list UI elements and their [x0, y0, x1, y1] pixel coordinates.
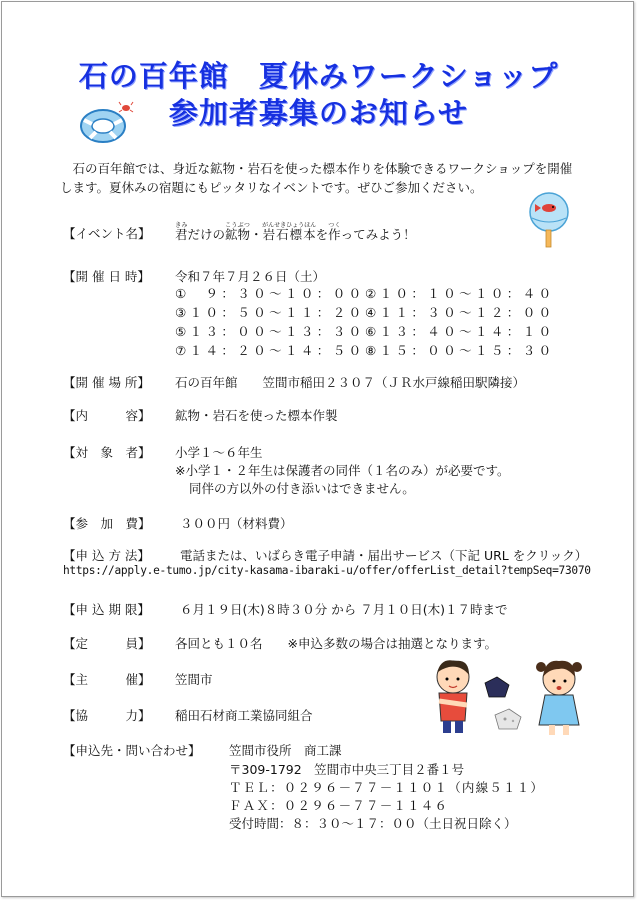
cooperation-label: 【協 力】 — [63, 708, 151, 723]
event-label: 【イベント名】 — [63, 226, 151, 241]
event-part-5: を — [315, 227, 329, 242]
event-part-7: ってみよう！ — [340, 227, 416, 242]
target-value: 小学１～６年生 — [175, 445, 263, 460]
fee-label: 【参 加 費】 — [63, 516, 151, 531]
schedule-label: 【開 催 日 時】 — [63, 269, 150, 284]
contact-tel: ＴＥＬ：０２９６－７７－１１０１（内線５１１） — [229, 780, 545, 795]
children-stones-illustration — [425, 655, 595, 745]
time-slot-7: ⑦１４：２０～１４：５０ — [175, 343, 365, 358]
intro-text — [60, 159, 590, 197]
time-slot-8: ⑧１５：００～１５：３０ — [365, 343, 555, 358]
fee-value: ３００円（材料費） — [180, 516, 293, 531]
contact-fax: ＦＡＸ：０２９６－７７－１１４６ — [229, 798, 449, 813]
event-part-2: 鉱物こうぶつ — [225, 222, 251, 242]
contact-hours: 受付時間：８：３０～１７：００（土日祝日除く） — [229, 816, 517, 831]
event-part-4: 岩石標本がんせきひょうほん — [262, 222, 317, 242]
time-slot-4: ④１１：３０～１２：００ — [365, 305, 555, 320]
event-title — [175, 222, 416, 243]
event-part-0: 君きみ — [175, 222, 188, 242]
capacity-label: 【定 員】 — [63, 636, 151, 651]
capacity-value: 各回とも１０名 ※申込多数の場合は抽選となります。 — [175, 636, 497, 651]
cooperation-value: 稲田石材商工業協同組合 — [175, 708, 313, 723]
page-subtitle: 参加者募集のお知らせ — [168, 96, 469, 130]
time-slot-2: ②１０：１０～１０：４０ — [365, 286, 555, 301]
intro-line-1: 石の百年館では、身近な鉱物・岩石を使った標本作りを体験できるワークショップを開催 — [60, 161, 573, 176]
contact-label: 【申込先・問い合わせ】 — [63, 743, 201, 758]
venue-value: 石の百年館 笠間市稲田２３０７（ＪＲ水戸線稲田駅隣接） — [175, 375, 526, 390]
host-label: 【主 催】 — [63, 672, 151, 687]
event-part-3: ・ — [250, 227, 263, 242]
target-note-2: 同伴の方以外の付き添いはできません。 — [189, 481, 415, 496]
target-label: 【対 象 者】 — [63, 445, 151, 460]
apply-url-link[interactable]: https://apply.e-tumo.jp/city-kasama-ibaraki-u/offer/offerList_detail?tempSeq=73070 — [63, 564, 591, 577]
swim-ring-illustration — [78, 100, 138, 150]
event-part-1: だけの — [187, 227, 226, 242]
deadline-label: 【申 込 期 限】 — [63, 602, 150, 617]
time-slot-3: ③１０：５０～１１：２０ — [175, 305, 365, 320]
deadline-value: ６月１９日(木)８時３０分 から ７月１０日(木)１７時まで — [180, 602, 508, 617]
content-value: 鉱物・岩石を使った標本作製 — [175, 408, 338, 423]
venue-label: 【開 催 場 所】 — [63, 375, 150, 390]
content-label: 【内 容】 — [63, 408, 151, 423]
goldfish-fan-illustration — [527, 192, 577, 252]
contact-address: 〒309-1792 笠間市中央三丁目２番１号 — [229, 762, 465, 777]
host-value: 笠間市 — [175, 672, 213, 687]
schedule-date: 令和７年７月２６日（土） — [175, 269, 326, 284]
time-slot-5: ⑤１３：００～１３：３０ — [175, 324, 365, 339]
page-title: 石の百年館 夏休みワークショップ — [78, 59, 559, 93]
event-part-6: 作つく — [328, 222, 341, 242]
time-slot-6: ⑥１３：４０～１４：１０ — [365, 324, 555, 339]
apply-method-value: 電話または、いばらき電子申請・届出サービス（下記 URL をクリック） — [180, 548, 588, 563]
intro-line-2: します。夏休みの宿題にもピッタリなイベントです。ぜひご参加ください。 — [60, 180, 483, 195]
target-note-1: ※小学１・２年生は保護者の同伴（１名のみ）が必要です。 — [175, 463, 510, 478]
time-slot-1: ① ９：３０～１０：００ — [175, 286, 365, 301]
contact-org: 笠間市役所 商工課 — [229, 743, 342, 758]
apply-method-label: 【申 込 方 法】 — [63, 548, 150, 563]
